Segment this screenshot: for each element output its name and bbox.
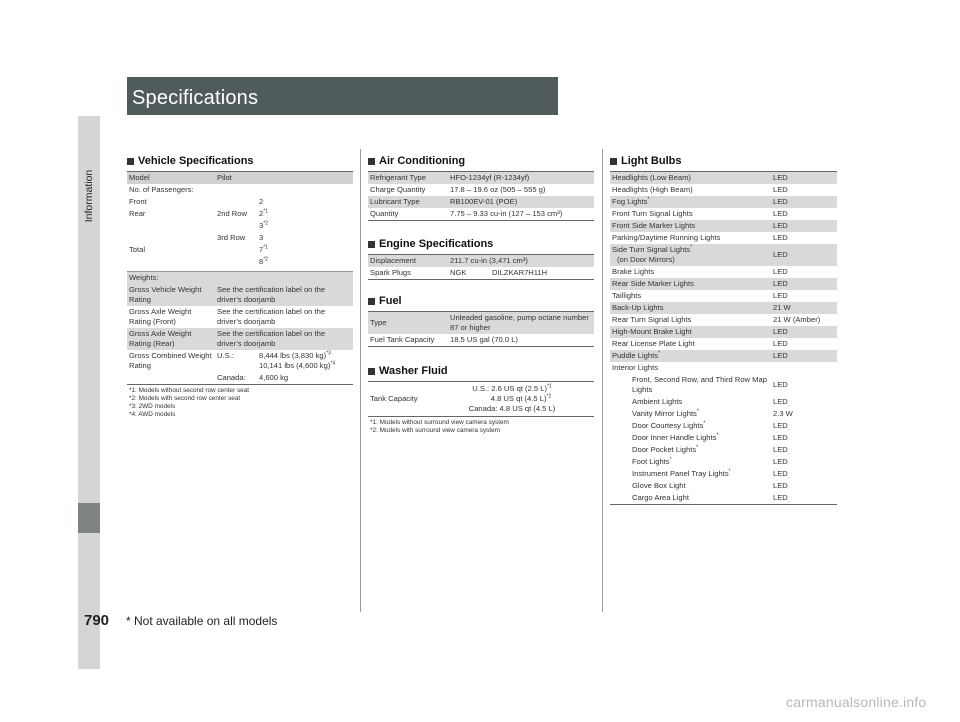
vehicle-specifications-section	[127, 154, 353, 419]
table-row: Gross Axle Weight Rating (Front) See the certification label on the driver’s doorjamb	[129, 307, 326, 326]
table-row: Side Turn Signal Lights* (on Door Mirrors) LED	[610, 244, 837, 266]
square-bullet-icon	[368, 368, 375, 375]
table-row: Door Pocket Lights* LED	[632, 444, 788, 454]
table-row: Rear Turn Signal Lights 21 W (Amber)	[612, 315, 821, 324]
washer-fluid-section	[368, 364, 594, 435]
column-divider-2	[602, 149, 603, 612]
table-row: Gross Combined Weight Rating U.S.: 8,444 lbs (3,830 kg)$^{*3}$ 10,141 lbs (4,600 kg)$^{*4}$	[129, 350, 336, 370]
washer-notes: *1: Models without surround view camera system *2: Models with surround view camera system	[370, 419, 509, 434]
table-row: Rear Side Marker Lights LED	[610, 278, 837, 290]
table-row: Door Courtesy Lights* LED	[632, 420, 788, 430]
light-bulbs-rows	[610, 172, 837, 505]
table-row: Ambient Lights LED	[632, 397, 788, 406]
table-row: Rear License Plate Light LED	[612, 339, 788, 348]
table-row: Front Side Marker Lights LED	[610, 220, 837, 232]
table-row: Brake Lights LED	[612, 267, 788, 276]
table-row: Tank Capacity U.S.: 2.6 US qt (2.5 L)$^{*1}$ 4.8 US qt (4.5 L)$^{*2}$ Canada: 4.8 US qt (4.5 L)	[370, 383, 556, 413]
table-row: Canada: 4,600 kg	[217, 373, 289, 382]
table-row: Headlights (Low Beam) LED	[610, 172, 837, 185]
table-row: Instrument Panel Tray Lights* LED	[632, 468, 788, 478]
table-row: 3rd Row 3	[217, 233, 264, 242]
table-row: Rear 2nd Row 2$^{*1}$	[129, 208, 268, 218]
table-row: Total 7$^{*1}$	[129, 244, 268, 254]
table-row: Gross Axle Weight Rating (Rear) See the certification label on the driver’s doorjamb	[127, 328, 353, 350]
fuel-table	[368, 311, 594, 347]
side-tab	[78, 503, 100, 533]
table-row: Vanity Mirror Lights* 2.3 W	[632, 408, 793, 418]
table-row: Type Unleaded gasoline, pump octane number 87 or higher	[368, 312, 594, 335]
table-row: 8$^{*2}$	[259, 256, 268, 266]
square-bullet-icon	[127, 158, 134, 165]
table-row: Spark Plugs NGK DILZKAR7H11H	[370, 268, 548, 277]
table-row: Lubricant Type RB100EV-01 (POE)	[368, 196, 594, 208]
side-label-text: Information	[83, 169, 95, 223]
watermark: carmanualsonline.info	[786, 694, 927, 710]
table-row: No. of Passengers:	[129, 185, 194, 194]
table-row: Front Turn Signal Lights LED	[612, 209, 788, 218]
availability-footnote: * Not available on all models	[126, 614, 278, 628]
table-row: High-Mount Brake Light LED	[610, 326, 837, 338]
fuel-heading: Fuel	[368, 294, 594, 308]
table-row: Gross Vehicle Weight Rating See the certification label on the driver’s doorjamb	[127, 284, 353, 306]
table-row: Door Inner Handle Lights* LED	[632, 432, 788, 442]
engine-specs-table	[368, 254, 594, 280]
air-conditioning-heading: Air Conditioning	[368, 154, 594, 168]
engine-specifications-section	[368, 237, 594, 280]
page-title: Specifications	[132, 87, 259, 109]
washer-fluid-heading: Washer Fluid	[368, 364, 594, 378]
air-conditioning-section	[368, 154, 594, 221]
table-row: Quantity 7.75 – 9.33 cu-in (127 – 153 cm³)	[370, 209, 563, 218]
table-row: Model Pilot	[127, 172, 353, 185]
table-row: Back-Up Lights 21 W	[610, 302, 837, 314]
washer-fluid-table	[368, 381, 594, 417]
table-row: Fog Lights* LED	[610, 196, 837, 208]
light-bulbs-heading: Light Bulbs	[610, 154, 837, 168]
table-row: Parking/Daytime Running Lights LED	[612, 233, 788, 242]
fuel-section	[368, 294, 594, 347]
table-row: Fuel Tank Capacity 18.5 US gal (70.0 L)	[370, 335, 518, 344]
light-bulbs-section	[610, 154, 837, 505]
table-row: 3$^{*2}$	[259, 220, 268, 230]
page-number: 790	[84, 612, 110, 629]
table-row: Foot Lights* LED	[632, 456, 788, 466]
table-row: Puddle Lights* LED	[610, 350, 837, 362]
table-row: Refrigerant Type HFO-1234yf (R-1234yf)	[368, 172, 594, 185]
column-divider-1	[360, 149, 361, 612]
table-row: Weights:	[127, 272, 353, 285]
vehicle-specs-table	[127, 171, 353, 385]
square-bullet-icon	[368, 298, 375, 305]
table-row: Interior Lights	[612, 363, 659, 372]
table-row: Headlights (High Beam) LED	[612, 185, 788, 194]
air-conditioning-table	[368, 171, 594, 221]
table-row: Charge Quantity 17.8 – 19.6 oz (505 – 555 g)	[370, 185, 546, 194]
square-bullet-icon	[610, 158, 617, 165]
table-row: Front 2	[129, 197, 264, 206]
table-row: Glove Box Light LED	[632, 481, 788, 490]
table-row: Taillights LED	[612, 291, 788, 300]
side-label	[78, 116, 100, 516]
table-row: Displacement 211.7 cu-in (3,471 cm³)	[368, 255, 594, 268]
vehicle-specifications-heading: Vehicle Specifications	[127, 154, 353, 168]
square-bullet-icon	[368, 158, 375, 165]
vehicle-notes: *1: Models without second row center seat *2: Models with second row center seat *3: 2WD models *4: AWD models	[129, 387, 250, 418]
table-row: Cargo Area Light LED	[632, 493, 788, 502]
table-row: Front, Second Row, and Third Row Map Lights LED	[632, 375, 788, 394]
engine-specifications-heading: Engine Specifications	[368, 237, 594, 251]
light-bulbs-table	[610, 171, 837, 505]
square-bullet-icon	[368, 241, 375, 248]
